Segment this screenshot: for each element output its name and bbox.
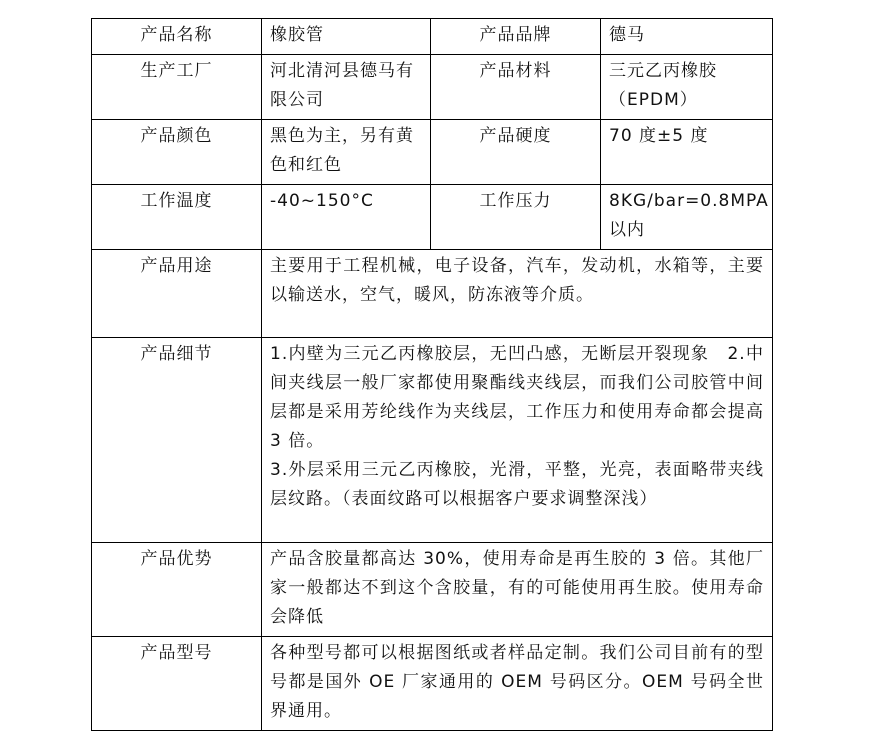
row-detail <box>92 338 773 543</box>
row-temp-pressure <box>92 185 773 250</box>
value-temperature: -40~150°C <box>262 185 431 250</box>
row-model <box>92 637 773 731</box>
label-product-name: 产品名称 <box>92 19 262 55</box>
value-hardness: 70 度±5 度 <box>601 120 773 185</box>
detail-paragraph-2: 3.外层采用三元乙丙橡胶，光滑，平整，光亮，表面略带夹线层纹路。（表面纹路可以根据客户要求调整深浅） <box>270 460 764 509</box>
label-detail: 产品细节 <box>92 338 262 543</box>
value-usage: 主要用于工程机械，电子设备，汽车，发动机，水箱等，主要以输送水，空气，暖风，防冻液等介质。 <box>262 250 773 338</box>
value-model: 各种型号都可以根据图纸或者样品定制。我们公司目前有的型号都是国外 OE 厂家通用的 OEM 号码区分。OEM 号码全世界通用。 <box>262 637 773 731</box>
row-name-brand <box>92 19 773 55</box>
label-product-brand: 产品品牌 <box>431 19 601 55</box>
label-model: 产品型号 <box>92 637 262 731</box>
row-color-hardness <box>92 120 773 185</box>
value-advantage: 产品含胶量都高达 30%，使用寿命是再生胶的 3 倍。其他厂家一般都达不到这个含胶量，有的可能使用再生胶。使用寿命会降低 <box>262 543 773 637</box>
value-factory: 河北清河县德马有限公司 <box>262 55 431 120</box>
label-usage: 产品用途 <box>92 250 262 338</box>
label-material: 产品材料 <box>431 55 601 120</box>
label-factory: 生产工厂 <box>92 55 262 120</box>
value-product-brand: 德马 <box>601 19 773 55</box>
label-temperature: 工作温度 <box>92 185 262 250</box>
value-color: 黑色为主，另有黄色和红色 <box>262 120 431 185</box>
value-material: 三元乙丙橡胶（EPDM） <box>601 55 773 120</box>
label-hardness: 产品硬度 <box>431 120 601 185</box>
detail-paragraph-1: 1.内壁为三元乙丙橡胶层，无凹凸感，无断层开裂现象 2.中间夹线层一般厂家都使用聚酯线夹线层，而我们公司胶管中间层都是采用芳纶线作为夹线层，工作压力和使用寿命都会提高 3 倍。 <box>270 344 764 451</box>
row-usage <box>92 250 773 338</box>
value-detail <box>262 338 773 543</box>
row-factory-material <box>92 55 773 120</box>
value-pressure: 8KG/bar=0.8MPA以内 <box>601 185 773 250</box>
label-advantage: 产品优势 <box>92 543 262 637</box>
value-product-name: 橡胶管 <box>262 19 431 55</box>
label-pressure: 工作压力 <box>431 185 601 250</box>
label-color: 产品颜色 <box>92 120 262 185</box>
row-advantage <box>92 543 773 637</box>
product-spec-table <box>91 18 773 731</box>
